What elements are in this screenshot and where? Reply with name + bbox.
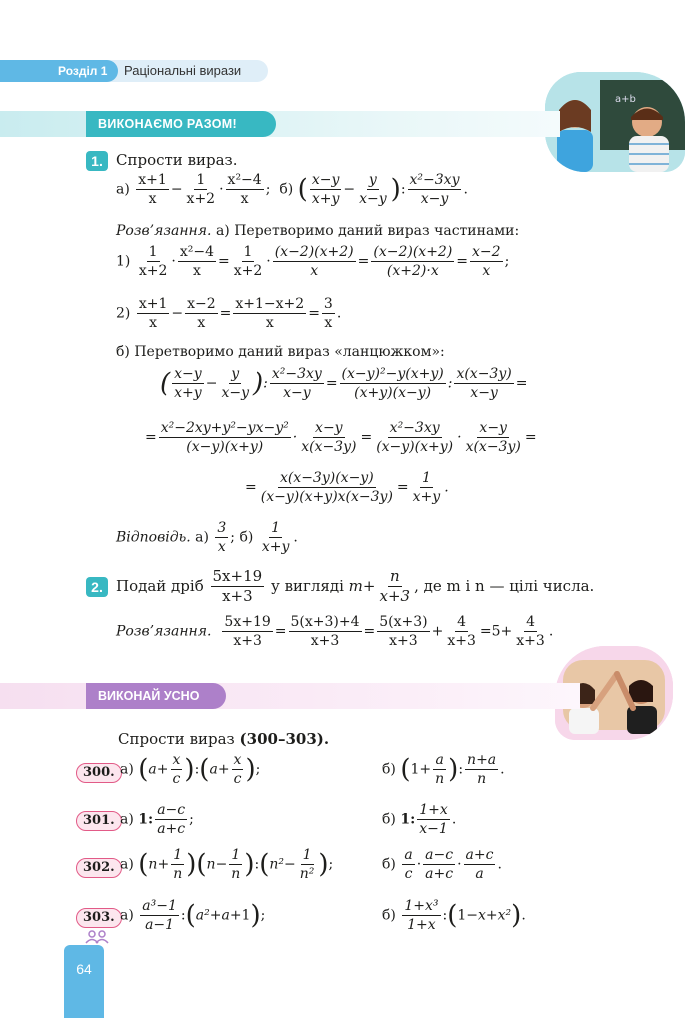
page-number: 64	[64, 945, 104, 1018]
section-bar	[0, 111, 560, 137]
solution-step-2: 2) $\frac{x+1}{x}$ − $\frac{x-2}{x}$ = $\frac{x+1-x+2}{x}$ = $\frac{3}{x}$ .	[116, 296, 342, 332]
chapter-label: Розділ 1	[0, 60, 118, 82]
section-title-together: ВИКОНАЄМО РАЗОМ!	[86, 111, 276, 137]
exercise-number: 2.	[86, 577, 108, 597]
oral-intro: Спрости вираз (300–303).	[118, 730, 330, 748]
task-number: 301.	[76, 811, 122, 831]
solution-step-1: 1) $\frac{1}{x+2}$ · $\frac{\text{x²−4}}{x}$ = $\frac{1}{x+2}$ · $\frac{(x-2)(x+2)}{x}$ = $\frac{(x-2)(x+2)}{(x+2)\cdot x}$ = $\frac{x-2}{x}$ ;	[116, 244, 510, 280]
task-300-a: а) (a+ $\frac{x}{c}$ ):(a+ $\frac{x}{c}$ );	[120, 752, 261, 788]
svg-text:a+b: a+b	[615, 94, 636, 105]
chain-line-2: = $\frac{\text{x²−2xy+y²−yx−y²}}{(x-y)(x+y)}$ · $\frac{x-y}{x(x-3y)}$ = $\frac{\text{x²−3xy}}{(x-y)(x+y)}$ · $\frac{x-y}{x(x-3y)}$ =	[145, 420, 537, 456]
task-301-b: б) 1: $\frac{1+x}{x-1}$ .	[382, 802, 457, 838]
solution-ex2: Розв’язання. $\frac{5x+19}{x+3}$ = $\frac{5(x+3)+4}{x+3}$ = $\frac{5(x+3)}{x+3}$ + $\frac{4}{x+3}$ =5+ $\frac{4}{x+3}$ .	[116, 614, 554, 650]
solution-heading: Розв’язання. а) Перетворимо даний вираз частинами:	[116, 223, 520, 239]
task-301-a: а) 1: $\frac{a-c}{a+c}$ ;	[120, 802, 194, 838]
exercise-number: 1.	[86, 151, 108, 171]
task-number: 302.	[76, 858, 122, 878]
chain-line-1: ( $\frac{x-y}{x+y}$ − $\frac{y}{x-y}$ ): $\frac{\text{x²−3xy}}{x-y}$ = $\frac{\text{(x−y)²−y(x+y)}}{(x+y)(x-y)}$ : $\frac{x(x-3y)}{x-y}$ =	[160, 366, 528, 402]
task-number: 300.	[76, 763, 122, 783]
answer-line: Відповідь. а) $\frac{3}{x}$ ; б) $\frac{1}{x+y}$ .	[116, 520, 298, 556]
task-300-b: б) (1+ $\frac{a}{n}$ ): $\frac{n+a}{n}$ .	[382, 752, 505, 788]
exercise-prompt: Спрости вираз.	[116, 151, 238, 169]
task-302-b: б) $\frac{a}{c}$ · $\frac{a-c}{a+c}$ · $\frac{a+c}{a}$ .	[382, 847, 502, 883]
exercise-prompt: Подай дріб $\frac{5x+19}{x+3}$ у вигляді m+ $\frac{n}{x+3}$ , де m і n — цілі числа.	[116, 567, 595, 606]
chapter-title: Раціональні вирази	[124, 63, 242, 78]
photo-classroom	[545, 72, 685, 172]
task-303-a: а) $\frac{\text{a³−1}}{a-1}$ :(a²+a+1);	[120, 898, 266, 934]
problem-line: а) $\frac{x+1}{x}$ − $\frac{1}{x+2}$ · $\frac{\text{x²−4}}{x}$ ; б) ( $\frac{x-y}{x+y}$ − $\frac{y}{x-y}$ ): $\frac{\text{x²−3xy}}{x-y}$ .	[116, 172, 468, 208]
task-303-b: б) $\frac{\text{1+x³}}{1+x}$ :(1−x+x²).	[382, 898, 526, 934]
section-title-oral: ВИКОНАЙ УСНО	[86, 683, 226, 709]
task-number: 303.	[76, 908, 122, 928]
task-302-a: а) (n+ $\frac{1}{n}$ )(n− $\frac{1}{n}$ ):(n²− $\frac{1}{\text{n²}}$ );	[120, 847, 334, 883]
chain-line-3: = $\frac{x(x-3y)(x-y)}{(x-y)(x+y)x(x-3y)}$ = $\frac{1}{x+y}$ .	[245, 470, 449, 506]
solution-b-heading: б) Перетворимо даний вираз «ланцюжком»:	[116, 344, 445, 360]
